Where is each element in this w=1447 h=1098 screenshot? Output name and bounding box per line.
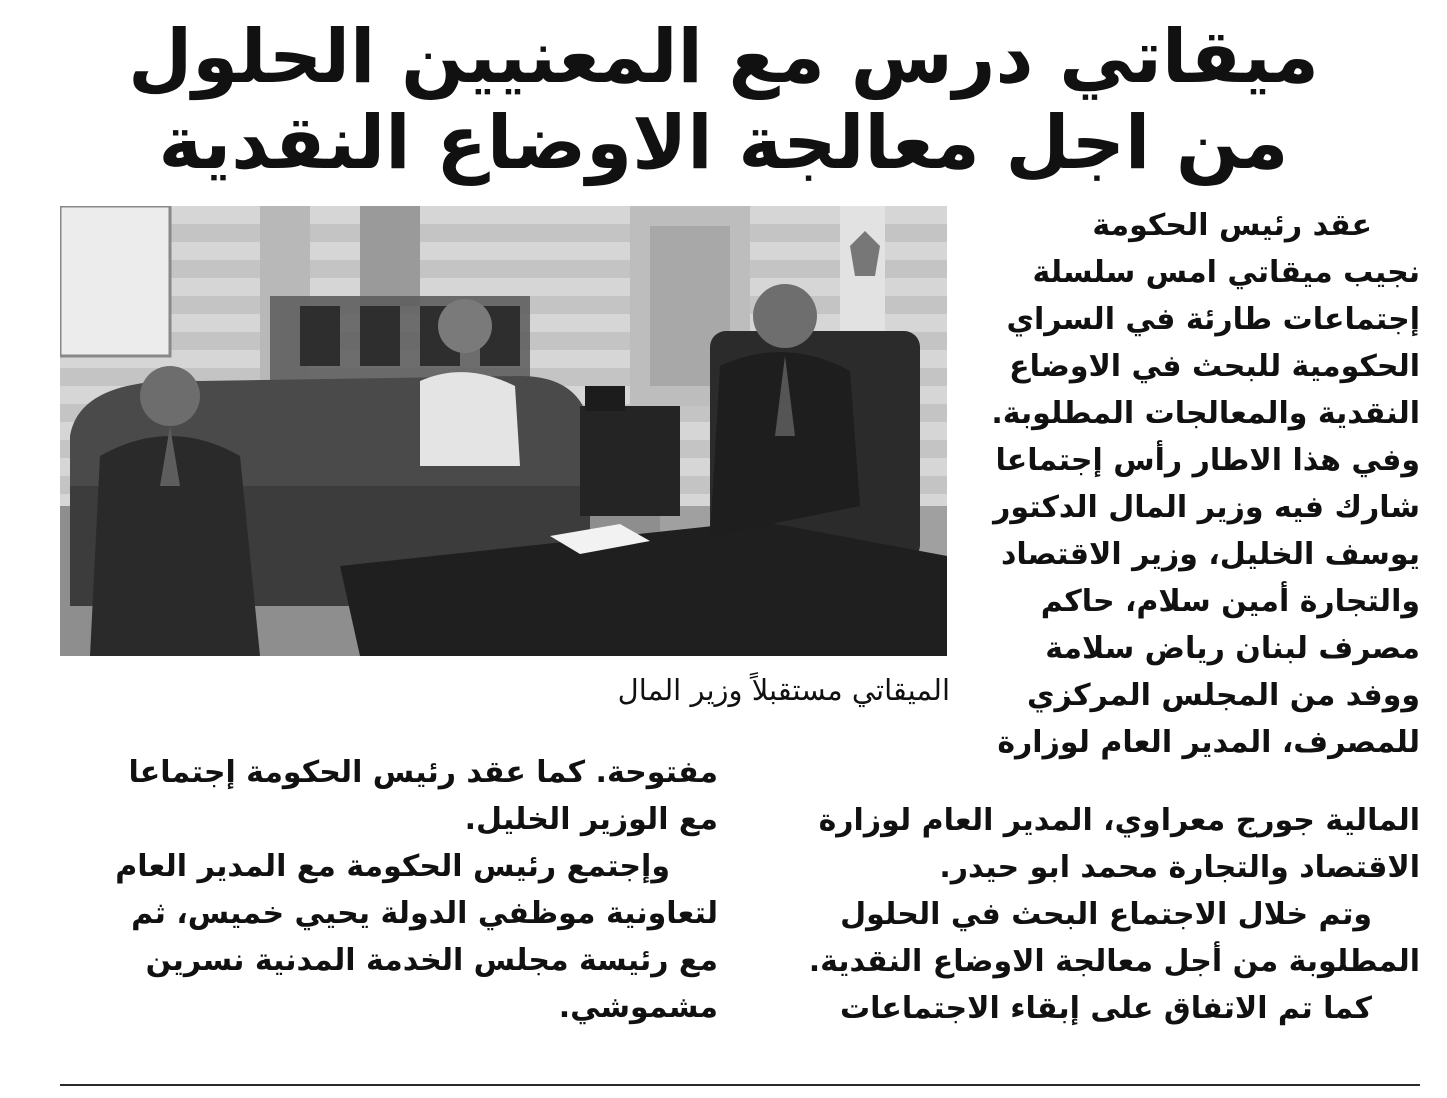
article-line: الحكومية للبحث في الاوضاع [1009, 349, 1420, 384]
article-line: وتم خلال الاجتماع البحث في الحلول [840, 897, 1372, 932]
article-line: شارك فيه وزير المال الدكتور [993, 490, 1420, 525]
article-line: مع الوزير الخليل. [464, 802, 718, 837]
bottom-divider [60, 1084, 1420, 1086]
article-line: يوسف الخليل، وزير الاقتصاد [1000, 537, 1420, 572]
article-line: المالية جورج معراوي، المدير العام لوزارة [818, 803, 1420, 838]
article-line: ووفد من المجلس المركزي [1026, 678, 1420, 713]
article-line: نجيب ميقاتي امس سلسلة [1032, 255, 1420, 290]
headline-line-1: ميقاتي درس مع المعنيين الحلول [128, 14, 1319, 100]
headline-line-2: من اجل معالجة الاوضاع النقدية [158, 100, 1289, 186]
article-column-middle [740, 797, 1420, 1032]
article-line: وفي هذا الاطار رأس إجتماعا [995, 443, 1420, 478]
article-line: عقد رئيس الحكومة [1092, 208, 1372, 243]
photo-caption: الميقاتي مستقبلاً وزير المال [617, 673, 950, 707]
article-line: الاقتصاد والتجارة محمد ابو حيدر. [939, 850, 1420, 885]
meeting-photo-illustration [60, 206, 947, 656]
article-line: مشموشي. [558, 990, 718, 1025]
article-column-left [58, 749, 718, 1031]
news-photo [60, 206, 947, 656]
article-line: وإجتمع رئيس الحكومة مع المدير العام [115, 849, 670, 884]
article-line: النقدية والمعالجات المطلوبة. [991, 396, 1420, 431]
article-line: مصرف لبنان رياض سلامة [1045, 631, 1420, 666]
article-line: لتعاونية موظفي الدولة يحيي خميس، ثم [131, 896, 718, 931]
article-line: كما تم الاتفاق على إبقاء الاجتماعات [839, 991, 1372, 1026]
article-line: مفتوحة. كما عقد رئيس الحكومة إجتماعا [128, 755, 718, 790]
article-column-right [960, 202, 1420, 766]
article-line: إجتماعات طارئة في السراي [1006, 302, 1420, 337]
article-line: والتجارة أمين سلام، حاكم [1040, 584, 1420, 619]
article-line: المطلوبة من أجل معالجة الاوضاع النقدية. [808, 944, 1420, 979]
article-line: للمصرف، المدير العام لوزارة [997, 725, 1420, 760]
article-line: مع رئيسة مجلس الخدمة المدنية نسرين [145, 943, 718, 978]
